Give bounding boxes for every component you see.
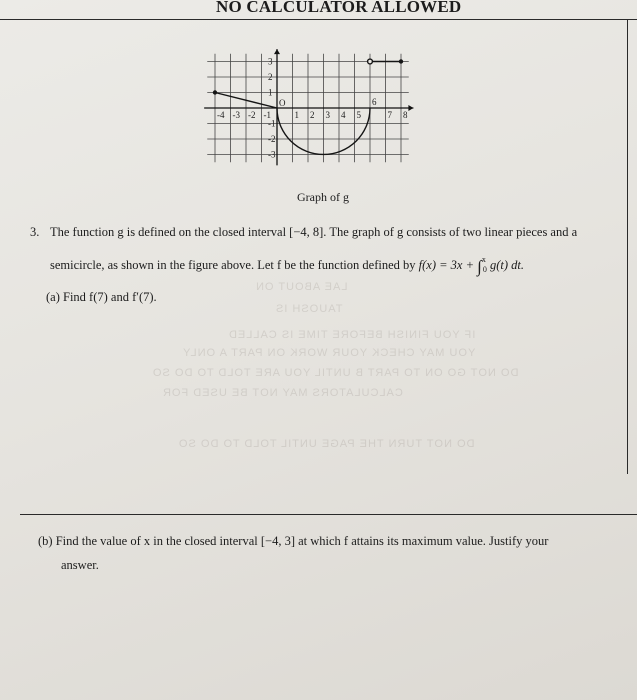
page-header: NO CALCULATOR ALLOWED (216, 0, 462, 16)
x-tick-label: 5 (356, 110, 361, 120)
x-tick-label: 8 (403, 110, 408, 120)
f-definition-lhs: f(x) = 3x + (418, 258, 475, 272)
y-tick-label: -3 (268, 149, 276, 160)
bleed-through-text: DO NOT GO ON TO PART B UNTIL YOU ARE TOLD TO DO SO (152, 367, 519, 379)
x-tick-label: 6 (372, 97, 377, 107)
bleed-through-text: IF YOU FINISH BEFORE TIME IS CALLED (228, 329, 476, 341)
x-tick-label: 1 (294, 110, 299, 120)
graph-axes (204, 49, 413, 165)
integral-body: g(t) dt. (489, 258, 524, 272)
closed-endpoint (399, 59, 403, 63)
x-tick-label: -3 (232, 110, 240, 120)
x-tick-label: 7 (387, 110, 392, 120)
x-tick-label: 3 (325, 110, 330, 120)
problem-statement-line-2 (50, 255, 524, 276)
x-tick-label: -2 (248, 110, 256, 120)
y-tick-label: 1 (268, 87, 273, 98)
bleed-through-text: TAUOSH IS (275, 303, 343, 315)
x-tick-label: 2 (310, 110, 315, 120)
bleed-through-text: LAE ABOUT ON (255, 281, 348, 293)
integral-lower-limit: 0 (482, 265, 487, 274)
problem-statement-text: semicircle, as shown in the figure above. Let f be the function defined by (50, 258, 416, 272)
y-tick-label: 2 (268, 72, 273, 82)
answer-divider (20, 514, 637, 515)
closed-endpoint (213, 90, 217, 94)
part-b-prompt: (b) Find the value of x in the closed interval [−4, 3] at which f attains its maximum value. Justify your (38, 534, 549, 548)
x-tick-label: -1 (263, 110, 271, 120)
graph-caption: Graph of g (297, 190, 349, 204)
open-endpoint (368, 59, 373, 64)
bleed-through-text: DO NOT TURN THE PAGE UNTIL TOLD TO DO SO (178, 438, 475, 450)
x-tick-label: 4 (341, 110, 346, 120)
bleed-through-text: CALCULATORS MAY NOT BE USED FOR (162, 387, 403, 399)
x-tick-label: -4 (217, 110, 225, 120)
problem-statement-line-1: The function g is defined on the closed interval [−4, 8]. The graph of g consists of two linear pieces and a (50, 225, 578, 239)
integral-sign: ∫ (477, 257, 482, 276)
part-a-prompt: (a) Find f(7) and f′(7). (46, 290, 157, 304)
bleed-through-text: YOU MAY CHECK YOUR WORK ON PART A ONLY (182, 347, 476, 359)
y-tick-label: -2 (268, 134, 276, 144)
y-axis-arrow (274, 49, 280, 54)
problem-number: 3. (30, 225, 40, 239)
integral-upper-limit: x (481, 255, 486, 264)
question-box-border (627, 19, 628, 474)
header-rule (0, 19, 637, 20)
y-tick-label: 3 (268, 56, 273, 67)
x-axis-arrow (408, 105, 413, 111)
part-b-prompt-continued: answer. (61, 558, 99, 572)
y-tick-label: -1 (268, 118, 276, 129)
x-tick-label: O (279, 98, 286, 108)
graph-of-g (190, 38, 460, 188)
